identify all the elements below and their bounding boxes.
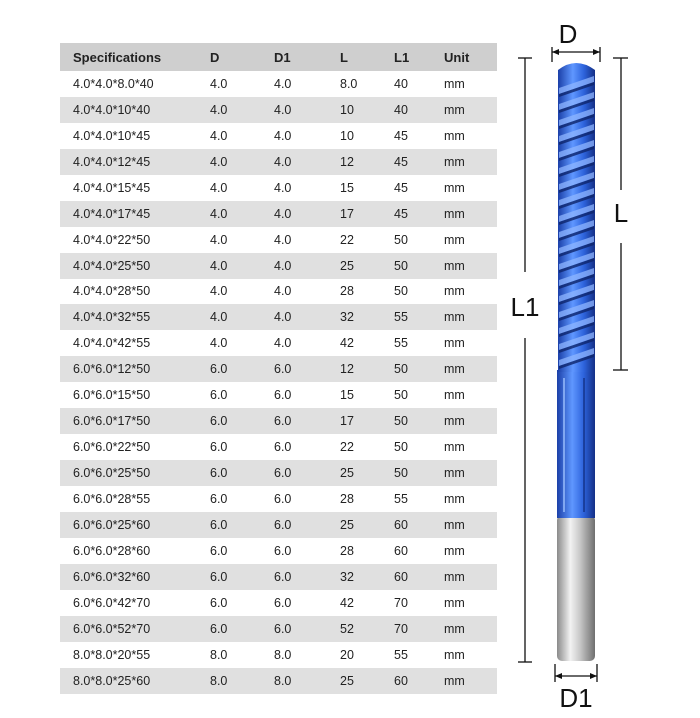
table-cell: 6.0*6.0*17*50 <box>60 408 210 434</box>
table-cell: 42 <box>340 590 394 616</box>
table-cell: 12 <box>340 149 394 175</box>
table-cell: 55 <box>394 304 444 330</box>
table-body <box>60 71 497 694</box>
table-cell: mm <box>444 642 497 668</box>
table-cell: 6.0*6.0*32*60 <box>60 564 210 590</box>
table-row <box>60 356 497 382</box>
end-mill <box>557 63 595 661</box>
table-cell: mm <box>444 356 497 382</box>
table-cell: 6.0 <box>210 590 274 616</box>
table-cell: 8.0*8.0*20*55 <box>60 642 210 668</box>
table-cell: mm <box>444 616 497 642</box>
table-cell: 50 <box>394 382 444 408</box>
table-cell: mm <box>444 434 497 460</box>
table-cell: 50 <box>394 279 444 305</box>
table-row <box>60 408 497 434</box>
table-cell: 6.0 <box>274 590 340 616</box>
table-cell: 17 <box>340 408 394 434</box>
table-cell: 6.0 <box>210 408 274 434</box>
table-cell: mm <box>444 97 497 123</box>
table-cell: 40 <box>394 71 444 97</box>
table-cell: 6.0*6.0*25*50 <box>60 460 210 486</box>
table-row <box>60 71 497 97</box>
table-cell: 8.0 <box>274 642 340 668</box>
table-cell: 4.0 <box>274 201 340 227</box>
table-cell: 4.0*4.0*28*50 <box>60 279 210 305</box>
table-cell: mm <box>444 590 497 616</box>
l1-dimension <box>511 58 540 662</box>
table-cell: 4.0 <box>274 279 340 305</box>
table-cell: 4.0 <box>274 123 340 149</box>
table-cell: 6.0*6.0*28*55 <box>60 486 210 512</box>
table-row <box>60 434 497 460</box>
table-row <box>60 253 497 279</box>
table-cell: mm <box>444 564 497 590</box>
table-cell: 4.0*4.0*32*55 <box>60 304 210 330</box>
table-cell: 10 <box>340 123 394 149</box>
table-cell: mm <box>444 486 497 512</box>
table-cell: 45 <box>394 201 444 227</box>
table-cell: 4.0*4.0*42*55 <box>60 330 210 356</box>
table-cell: 6.0*6.0*22*50 <box>60 434 210 460</box>
table-cell: 4.0 <box>274 97 340 123</box>
table-cell: 8.0 <box>210 642 274 668</box>
table-cell: mm <box>444 668 497 694</box>
label-l1: L1 <box>510 292 540 322</box>
table-cell: 4.0 <box>210 253 274 279</box>
label-d: D <box>558 19 578 49</box>
table-cell: 15 <box>340 175 394 201</box>
neck <box>557 370 595 518</box>
table-row <box>60 486 497 512</box>
table-row <box>60 227 497 253</box>
table-cell: mm <box>444 227 497 253</box>
header-l: L <box>340 43 394 71</box>
table-cell: 4.0 <box>210 304 274 330</box>
end-mill-diagram <box>498 0 700 718</box>
table-cell: 22 <box>340 227 394 253</box>
table-cell: mm <box>444 330 497 356</box>
table-cell: 32 <box>340 304 394 330</box>
table-cell: 4.0*4.0*22*50 <box>60 227 210 253</box>
table-row <box>60 642 497 668</box>
table-cell: 4.0 <box>274 149 340 175</box>
table-cell: 4.0 <box>210 149 274 175</box>
label-d1: D1 <box>559 683 593 713</box>
table-row <box>60 512 497 538</box>
table-cell: 25 <box>340 512 394 538</box>
table-cell: 6.0 <box>274 486 340 512</box>
table-cell: 6.0 <box>274 512 340 538</box>
table-cell: 25 <box>340 460 394 486</box>
table-row <box>60 201 497 227</box>
table-cell: 52 <box>340 616 394 642</box>
table-row <box>60 668 497 694</box>
table-cell: 50 <box>394 408 444 434</box>
table-cell: 6.0*6.0*42*70 <box>60 590 210 616</box>
table-cell: 28 <box>340 486 394 512</box>
table-row <box>60 175 497 201</box>
table-cell: 4.0 <box>274 304 340 330</box>
table-cell: 4.0 <box>274 227 340 253</box>
table-cell: 8.0 <box>274 668 340 694</box>
table-cell: 6.0 <box>210 512 274 538</box>
spec-table <box>60 43 497 694</box>
table-cell: 6.0 <box>274 616 340 642</box>
table-cell: 6.0 <box>210 616 274 642</box>
table-cell: 55 <box>394 486 444 512</box>
table-cell: mm <box>444 408 497 434</box>
table-cell: 6.0 <box>274 564 340 590</box>
table-cell: 6.0 <box>274 408 340 434</box>
table-cell: 40 <box>394 97 444 123</box>
table-cell: mm <box>444 201 497 227</box>
table-cell: 25 <box>340 668 394 694</box>
table-cell: mm <box>444 382 497 408</box>
table-cell: 6.0 <box>210 538 274 564</box>
table-cell: mm <box>444 149 497 175</box>
table-cell: 60 <box>394 668 444 694</box>
table-cell: mm <box>444 512 497 538</box>
table-cell: mm <box>444 279 497 305</box>
table-cell: 32 <box>340 564 394 590</box>
table-cell: 8.0 <box>340 71 394 97</box>
table-cell: 4.0 <box>210 330 274 356</box>
table-cell: mm <box>444 304 497 330</box>
table-cell: 28 <box>340 279 394 305</box>
table-cell: 6.0*6.0*25*60 <box>60 512 210 538</box>
table-cell: 6.0*6.0*28*60 <box>60 538 210 564</box>
table-cell: mm <box>444 460 497 486</box>
table-cell: 6.0*6.0*52*70 <box>60 616 210 642</box>
table-cell: 50 <box>394 253 444 279</box>
d-dimension <box>552 19 600 62</box>
table-cell: 4.0*4.0*10*40 <box>60 97 210 123</box>
table-cell: 4.0 <box>210 175 274 201</box>
table-row <box>60 538 497 564</box>
table-cell: 70 <box>394 590 444 616</box>
header-specifications: Specifications <box>60 43 210 71</box>
table-cell: mm <box>444 538 497 564</box>
table-row <box>60 460 497 486</box>
label-l: L <box>613 198 629 228</box>
table-cell: 4.0*4.0*15*45 <box>60 175 210 201</box>
table-cell: 12 <box>340 356 394 382</box>
table-cell: 70 <box>394 616 444 642</box>
table-cell: 50 <box>394 460 444 486</box>
table-row <box>60 564 497 590</box>
table-cell: 20 <box>340 642 394 668</box>
table-row <box>60 123 497 149</box>
table-cell: 4.0 <box>210 279 274 305</box>
table-cell: 60 <box>394 512 444 538</box>
table-cell: 4.0*4.0*25*50 <box>60 253 210 279</box>
table-cell: 6.0 <box>210 356 274 382</box>
table-cell: mm <box>444 71 497 97</box>
table-cell: 8.0*8.0*25*60 <box>60 668 210 694</box>
table-cell: 10 <box>340 97 394 123</box>
table-cell: 6.0 <box>274 434 340 460</box>
table-cell: 22 <box>340 434 394 460</box>
table-cell: 55 <box>394 642 444 668</box>
table-row <box>60 616 497 642</box>
table-row <box>60 97 497 123</box>
header-d1: D1 <box>274 43 340 71</box>
table-cell: 45 <box>394 123 444 149</box>
header-l1: L1 <box>394 43 444 71</box>
table-cell: 6.0 <box>210 564 274 590</box>
table-cell: 4.0 <box>274 71 340 97</box>
table-cell: mm <box>444 175 497 201</box>
table-row <box>60 279 497 305</box>
d1-dimension <box>555 664 597 713</box>
table-cell: 4.0 <box>210 71 274 97</box>
table-cell: 60 <box>394 564 444 590</box>
header-unit: Unit <box>444 43 497 71</box>
table-cell: 4.0 <box>210 97 274 123</box>
table-cell: 15 <box>340 382 394 408</box>
table-cell: 6.0 <box>274 382 340 408</box>
table-cell: 50 <box>394 227 444 253</box>
table-cell: 28 <box>340 538 394 564</box>
table-row <box>60 149 497 175</box>
table-row <box>60 304 497 330</box>
table-row <box>60 382 497 408</box>
table-cell: 6.0 <box>274 460 340 486</box>
table-cell: mm <box>444 123 497 149</box>
table-header-row <box>60 43 497 71</box>
l-dimension <box>613 58 628 370</box>
table-cell: 42 <box>340 330 394 356</box>
table-cell: 4.0*4.0*10*45 <box>60 123 210 149</box>
table-cell: 6.0 <box>210 486 274 512</box>
table-cell: 6.0 <box>210 434 274 460</box>
table-cell: 8.0 <box>210 668 274 694</box>
table-cell: 4.0 <box>274 330 340 356</box>
table-row <box>60 330 497 356</box>
table-cell: 4.0 <box>210 227 274 253</box>
table-row <box>60 590 497 616</box>
table-cell: 17 <box>340 201 394 227</box>
table-cell: mm <box>444 253 497 279</box>
table-cell: 4.0 <box>210 201 274 227</box>
table-cell: 6.0*6.0*15*50 <box>60 382 210 408</box>
shank <box>557 515 595 661</box>
table-cell: 6.0 <box>274 538 340 564</box>
table-cell: 6.0*6.0*12*50 <box>60 356 210 382</box>
table-cell: 4.0 <box>274 175 340 201</box>
table-cell: 4.0*4.0*12*45 <box>60 149 210 175</box>
table-cell: 50 <box>394 356 444 382</box>
table-cell: 4.0*4.0*17*45 <box>60 201 210 227</box>
table-cell: 55 <box>394 330 444 356</box>
table-cell: 50 <box>394 434 444 460</box>
table-cell: 60 <box>394 538 444 564</box>
table-cell: 6.0 <box>210 460 274 486</box>
table-cell: 4.0 <box>274 253 340 279</box>
header-d: D <box>210 43 274 71</box>
table-cell: 45 <box>394 149 444 175</box>
table-cell: 6.0 <box>210 382 274 408</box>
table-cell: 6.0 <box>274 356 340 382</box>
table-cell: 4.0*4.0*8.0*40 <box>60 71 210 97</box>
table-cell: 45 <box>394 175 444 201</box>
table-cell: 4.0 <box>210 123 274 149</box>
table-cell: 25 <box>340 253 394 279</box>
